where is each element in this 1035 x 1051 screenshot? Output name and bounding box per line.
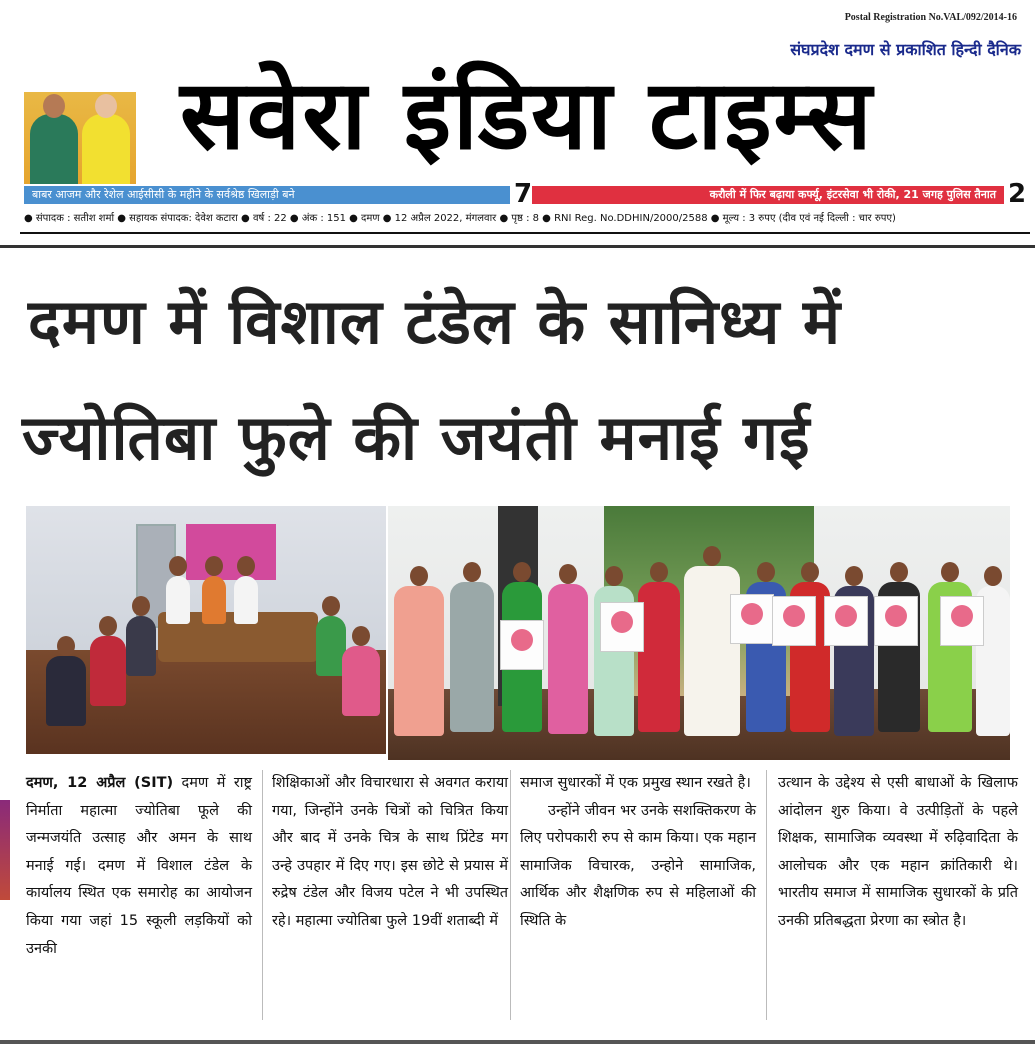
photo-group-posters: [388, 506, 1010, 760]
portrait-poster: [940, 596, 984, 646]
person: [548, 584, 588, 734]
teaser-left: बाबर आजम और रेशेल आईसीसी के महीने के सर्वश्रेष्ठ खिलाड़ी बने: [24, 186, 510, 204]
photo-meeting-room: [26, 506, 386, 754]
cricketer-figure: [82, 114, 130, 184]
column-divider: [262, 770, 263, 1020]
article-column-2: शिक्षिकाओं और विचारधारा से अवगत कराया गया, जिन्होंने उनके चित्रों को चित्रित किया और बाद में उनके चित्र के साथ प्रिंटेड मग उन्हे उपहार में दिए गए। इस छोटे से प्रयास में रुद्रेष टंडेल और विजय पटेल ने भी उपस्थित रहे। महात्मा ज्योतिबा फुले 19वीं शताब्दी में: [272, 775, 508, 929]
person: [90, 636, 126, 706]
portrait-poster: [824, 596, 868, 646]
person: [166, 576, 190, 624]
person: [126, 616, 156, 676]
page-edge-mark: [0, 800, 10, 900]
headline-line-2: ज्योतिबा फुले की जयंती मनाई गई: [22, 401, 811, 474]
person: [450, 582, 494, 732]
article-text: उन्होंने जीवन भर उनके सशक्तिकरण के लिए परोपकारी रुप से काम किया। एक महान सामाजिक विचारक, उन्होने सामाजिक, आर्थिक और शैक्षणिक रुप से महिलाओं की स्थिति के: [520, 802, 756, 929]
person: [342, 646, 380, 716]
person: [684, 566, 740, 736]
article-column-3: [520, 770, 756, 936]
teaser-right-page: 2: [1008, 179, 1027, 209]
headline-line-1: दमण में विशाल टंडेल के सानिध्य में: [28, 285, 842, 358]
masthead-thumbnail: [24, 92, 136, 184]
article-column-4: उत्थान के उद्देश्य से एसी बाधाओं के खिलाफ आंदोलन शुरु किया। वे उत्पीड़ितों के पहले शिक्षक, सामाजिक व्यवस्था में रुढ़िवादिता के आलोचक और एक महान क्रांतिकारी थे। भारतीय समाज में सामाजिक सुधारकों के प्रति उनकी प्रतिबद्धता प्रेरणा का स्त्रोत है।: [778, 775, 1018, 929]
column-divider: [510, 770, 511, 1020]
teaser-right: करौली में फिर बढ़ाया कर्फ्यू, इंटरसेवा भी रोकी, 21 जगह पुलिस तैनात: [532, 186, 1004, 204]
column-divider: [766, 770, 767, 1020]
masthead-title: सवेरा इंडिया टाइम्स: [180, 59, 874, 171]
portrait-poster: [874, 596, 918, 646]
issue-info-line: ● संपादक : सतीश शर्मा ● सहायक संपादक: देवेश कटारा ● वर्ष : 22 ● अंक : 151 ● दमण ● 12 अप्रैल 2022, मंगलवार ● पृष्ठ : 8 ● RNI Reg. No.DDHIN/2000/2588 ● मूल्य : 3 रुपए (दीव एवं नई दिल्ली : चार रुपए): [24, 213, 896, 224]
person: [394, 586, 444, 736]
header-rule: [20, 232, 1030, 234]
teaser-left-page: 7: [514, 179, 533, 209]
article-column-1: [26, 770, 252, 963]
portrait-poster: [500, 620, 544, 670]
postal-registration: Postal Registration No.VAL/092/2014-16: [844, 12, 1017, 23]
article-text: समाज सुधारकों में एक प्रमुख स्थान रखते है।: [520, 775, 751, 791]
person: [202, 576, 226, 624]
dateline: दमण, 12 अप्रैल (SIT): [26, 775, 174, 791]
portrait-poster: [600, 602, 644, 652]
section-rule: [0, 245, 1035, 248]
article-text: दमण में राष्ट्र निर्माता महात्मा ज्योतिबा फूले की जन्मजयंति उत्साह और अमन के साथ मनाई गई। दमण में विशाल टंडेल के कार्यालय स्थित एक समारोह का आयोजन किया गया जहां 15 स्कूली लड़कियों को उनकी: [26, 775, 252, 957]
person: [638, 582, 680, 732]
bottom-rule: [0, 1040, 1035, 1044]
cricketer-figure: [30, 114, 78, 184]
portrait-poster: [772, 596, 816, 646]
tagline: संघप्रदेश दमण से प्रकाशित हिन्दी दैनिक: [790, 40, 1021, 59]
wall-banner: [186, 524, 276, 580]
person: [46, 656, 86, 726]
portrait-poster: [730, 594, 774, 644]
person: [234, 576, 258, 624]
